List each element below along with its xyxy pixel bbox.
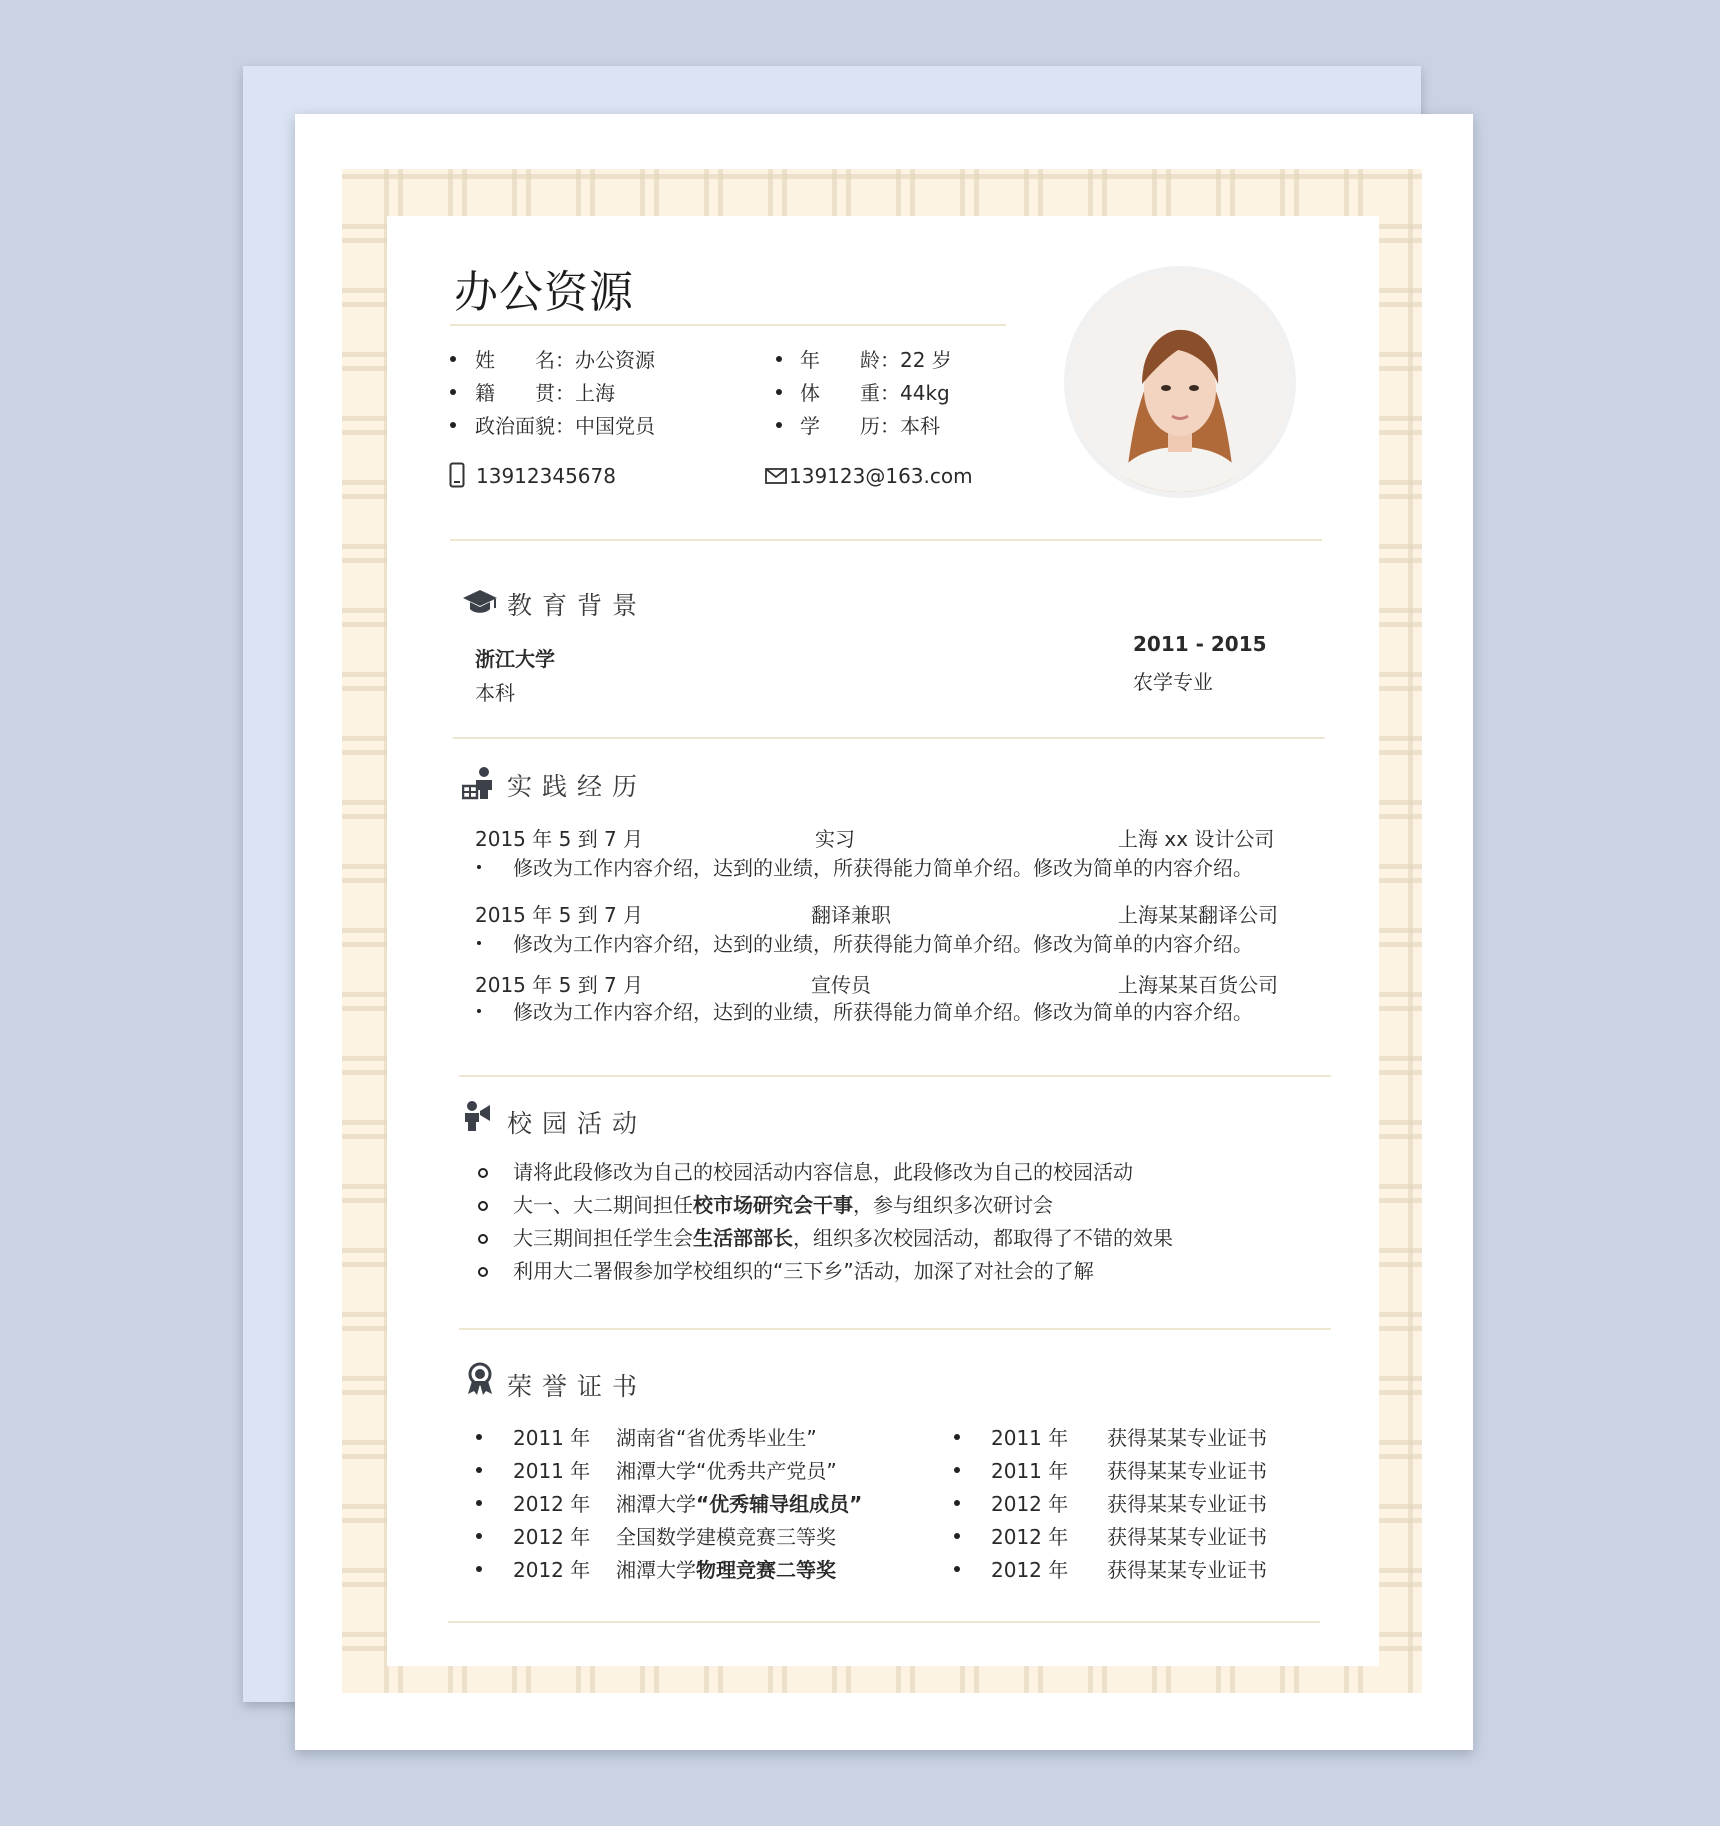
campus-item: 利用大二署假参加学校组织的“三下乡”活动，加深了对社会的了解 (513, 1259, 1094, 1283)
bullet (477, 1009, 481, 1013)
bullet (776, 356, 782, 362)
bullet (476, 1533, 482, 1539)
info-row (475, 377, 615, 406)
header-divider (450, 324, 1006, 326)
section-title-campus: 校园活动 (507, 1109, 648, 1138)
section-title-honors: 荣誉证书 (507, 1372, 648, 1401)
graduation-cap-icon (462, 588, 498, 620)
degree: 本科 (475, 681, 515, 705)
bullet (776, 422, 782, 428)
practice-description: 修改为工作内容介绍，达到的业绩，所获得能力简单介绍。修改为简单的内容介绍。 (513, 1000, 1253, 1024)
honor-text: 全国数学建模竞赛三等奖 (616, 1525, 836, 1549)
info-label: 籍 贯： (475, 381, 575, 405)
bullet (476, 1467, 482, 1473)
section-title-practice: 实践经历 (507, 772, 648, 801)
honor-text: 湖南省“省优秀毕业生” (616, 1426, 817, 1450)
info-value: 中国党员 (575, 414, 655, 438)
honor-year: 2011 年 (513, 1459, 591, 1483)
campus-item: 大一、大二期间担任校市场研究会干事，参与组织多次研讨会 (513, 1193, 1053, 1217)
practice-description: 修改为工作内容介绍，达到的业绩，所获得能力简单介绍。修改为简单的内容介绍。 (513, 856, 1253, 880)
info-row (475, 410, 655, 439)
honor-text: 获得某某专业证书 (1107, 1525, 1267, 1549)
info-row (800, 410, 940, 439)
award-ribbon-icon (466, 1362, 494, 1400)
resume-page (295, 114, 1473, 1750)
bullet (954, 1533, 960, 1539)
campus-item: 请将此段修改为自己的校园活动内容信息，此段修改为自己的校园活动 (513, 1160, 1133, 1184)
practice-date: 2015 年 5 到 7 月 (475, 827, 644, 851)
info-value: 22 岁 (900, 348, 952, 372)
major: 农学专业 (1133, 670, 1213, 694)
honor-text: 获得某某专业证书 (1107, 1492, 1267, 1516)
education-years: 2011 - 2015 (1133, 632, 1267, 656)
practice-role: 翻译兼职 (811, 903, 891, 927)
bullet (476, 1434, 482, 1440)
phone-icon (449, 462, 465, 492)
bullet (450, 389, 456, 395)
honor-year: 2012 年 (991, 1525, 1069, 1549)
bullet (476, 1500, 482, 1506)
bullet (954, 1467, 960, 1473)
school-name: 浙江大学 (475, 647, 555, 671)
section-divider (450, 539, 1322, 541)
section-divider (459, 1075, 1331, 1077)
bullet (478, 1234, 488, 1244)
honor-text: 获得某某专业证书 (1107, 1459, 1267, 1483)
phone-number[interactable]: 13912345678 (476, 464, 616, 488)
bullet (477, 865, 481, 869)
section-divider (453, 737, 1325, 739)
practice-date: 2015 年 5 到 7 月 (475, 903, 644, 927)
resume-name: 办公资源 (454, 267, 634, 318)
info-row (800, 344, 952, 373)
honor-text: 获得某某专业证书 (1107, 1426, 1267, 1450)
section-divider (459, 1328, 1331, 1330)
info-row (800, 377, 950, 406)
info-label: 姓 名： (475, 348, 575, 372)
bullet (478, 1168, 488, 1178)
info-value: 44kg (900, 381, 950, 405)
campus-item: 大三期间担任学生会生活部部长，组织多次校园活动，都取得了不错的效果 (513, 1226, 1173, 1250)
section-title-education: 教育背景 (507, 591, 648, 620)
speaker-icon (463, 1100, 495, 1136)
honor-text: 获得某某专业证书 (1107, 1558, 1267, 1582)
honor-year: 2012 年 (991, 1558, 1069, 1582)
bullet (478, 1201, 488, 1211)
honor-text: 湘潭大学“优秀共产党员” (616, 1459, 837, 1483)
bullet (954, 1434, 960, 1440)
avatar (1070, 272, 1290, 492)
honor-year: 2011 年 (513, 1426, 591, 1450)
info-value: 上海 (575, 381, 615, 405)
practice-company: 上海某某翻译公司 (1118, 903, 1278, 927)
info-label: 体 重： (800, 381, 900, 405)
bullet (776, 389, 782, 395)
mail-icon (765, 468, 787, 488)
bullet (450, 356, 456, 362)
bullet (478, 1267, 488, 1277)
bullet (954, 1566, 960, 1572)
honor-year: 2012 年 (991, 1492, 1069, 1516)
decorative-frame (342, 169, 1422, 1693)
practice-role: 实习 (815, 827, 855, 851)
honor-year: 2011 年 (991, 1426, 1069, 1450)
info-label: 学 历： (800, 414, 900, 438)
info-value: 办公资源 (575, 348, 655, 372)
worker-icon (462, 766, 494, 804)
info-row (475, 344, 655, 373)
section-divider (448, 1621, 1320, 1623)
honor-year: 2011 年 (991, 1459, 1069, 1483)
resume-content (387, 216, 1379, 1666)
info-label: 年 龄： (800, 348, 900, 372)
info-label: 政治面貌： (475, 414, 575, 438)
email-address[interactable]: 139123@163.com (789, 464, 973, 488)
honor-text: 湘潭大学“优秀辅导组成员” (616, 1492, 863, 1516)
honor-text: 湘潭大学物理竞赛二等奖 (616, 1558, 836, 1582)
practice-company: 上海某某百货公司 (1118, 973, 1278, 997)
practice-role: 宣传员 (811, 973, 871, 997)
info-value: 本科 (900, 414, 940, 438)
bullet (954, 1500, 960, 1506)
bullet (476, 1566, 482, 1572)
practice-date: 2015 年 5 到 7 月 (475, 973, 644, 997)
honor-year: 2012 年 (513, 1525, 591, 1549)
practice-description: 修改为工作内容介绍，达到的业绩，所获得能力简单介绍。修改为简单的内容介绍。 (513, 932, 1253, 956)
honor-year: 2012 年 (513, 1492, 591, 1516)
honor-year: 2012 年 (513, 1558, 591, 1582)
practice-company: 上海 xx 设计公司 (1118, 827, 1275, 851)
bullet (450, 422, 456, 428)
bullet (477, 941, 481, 945)
